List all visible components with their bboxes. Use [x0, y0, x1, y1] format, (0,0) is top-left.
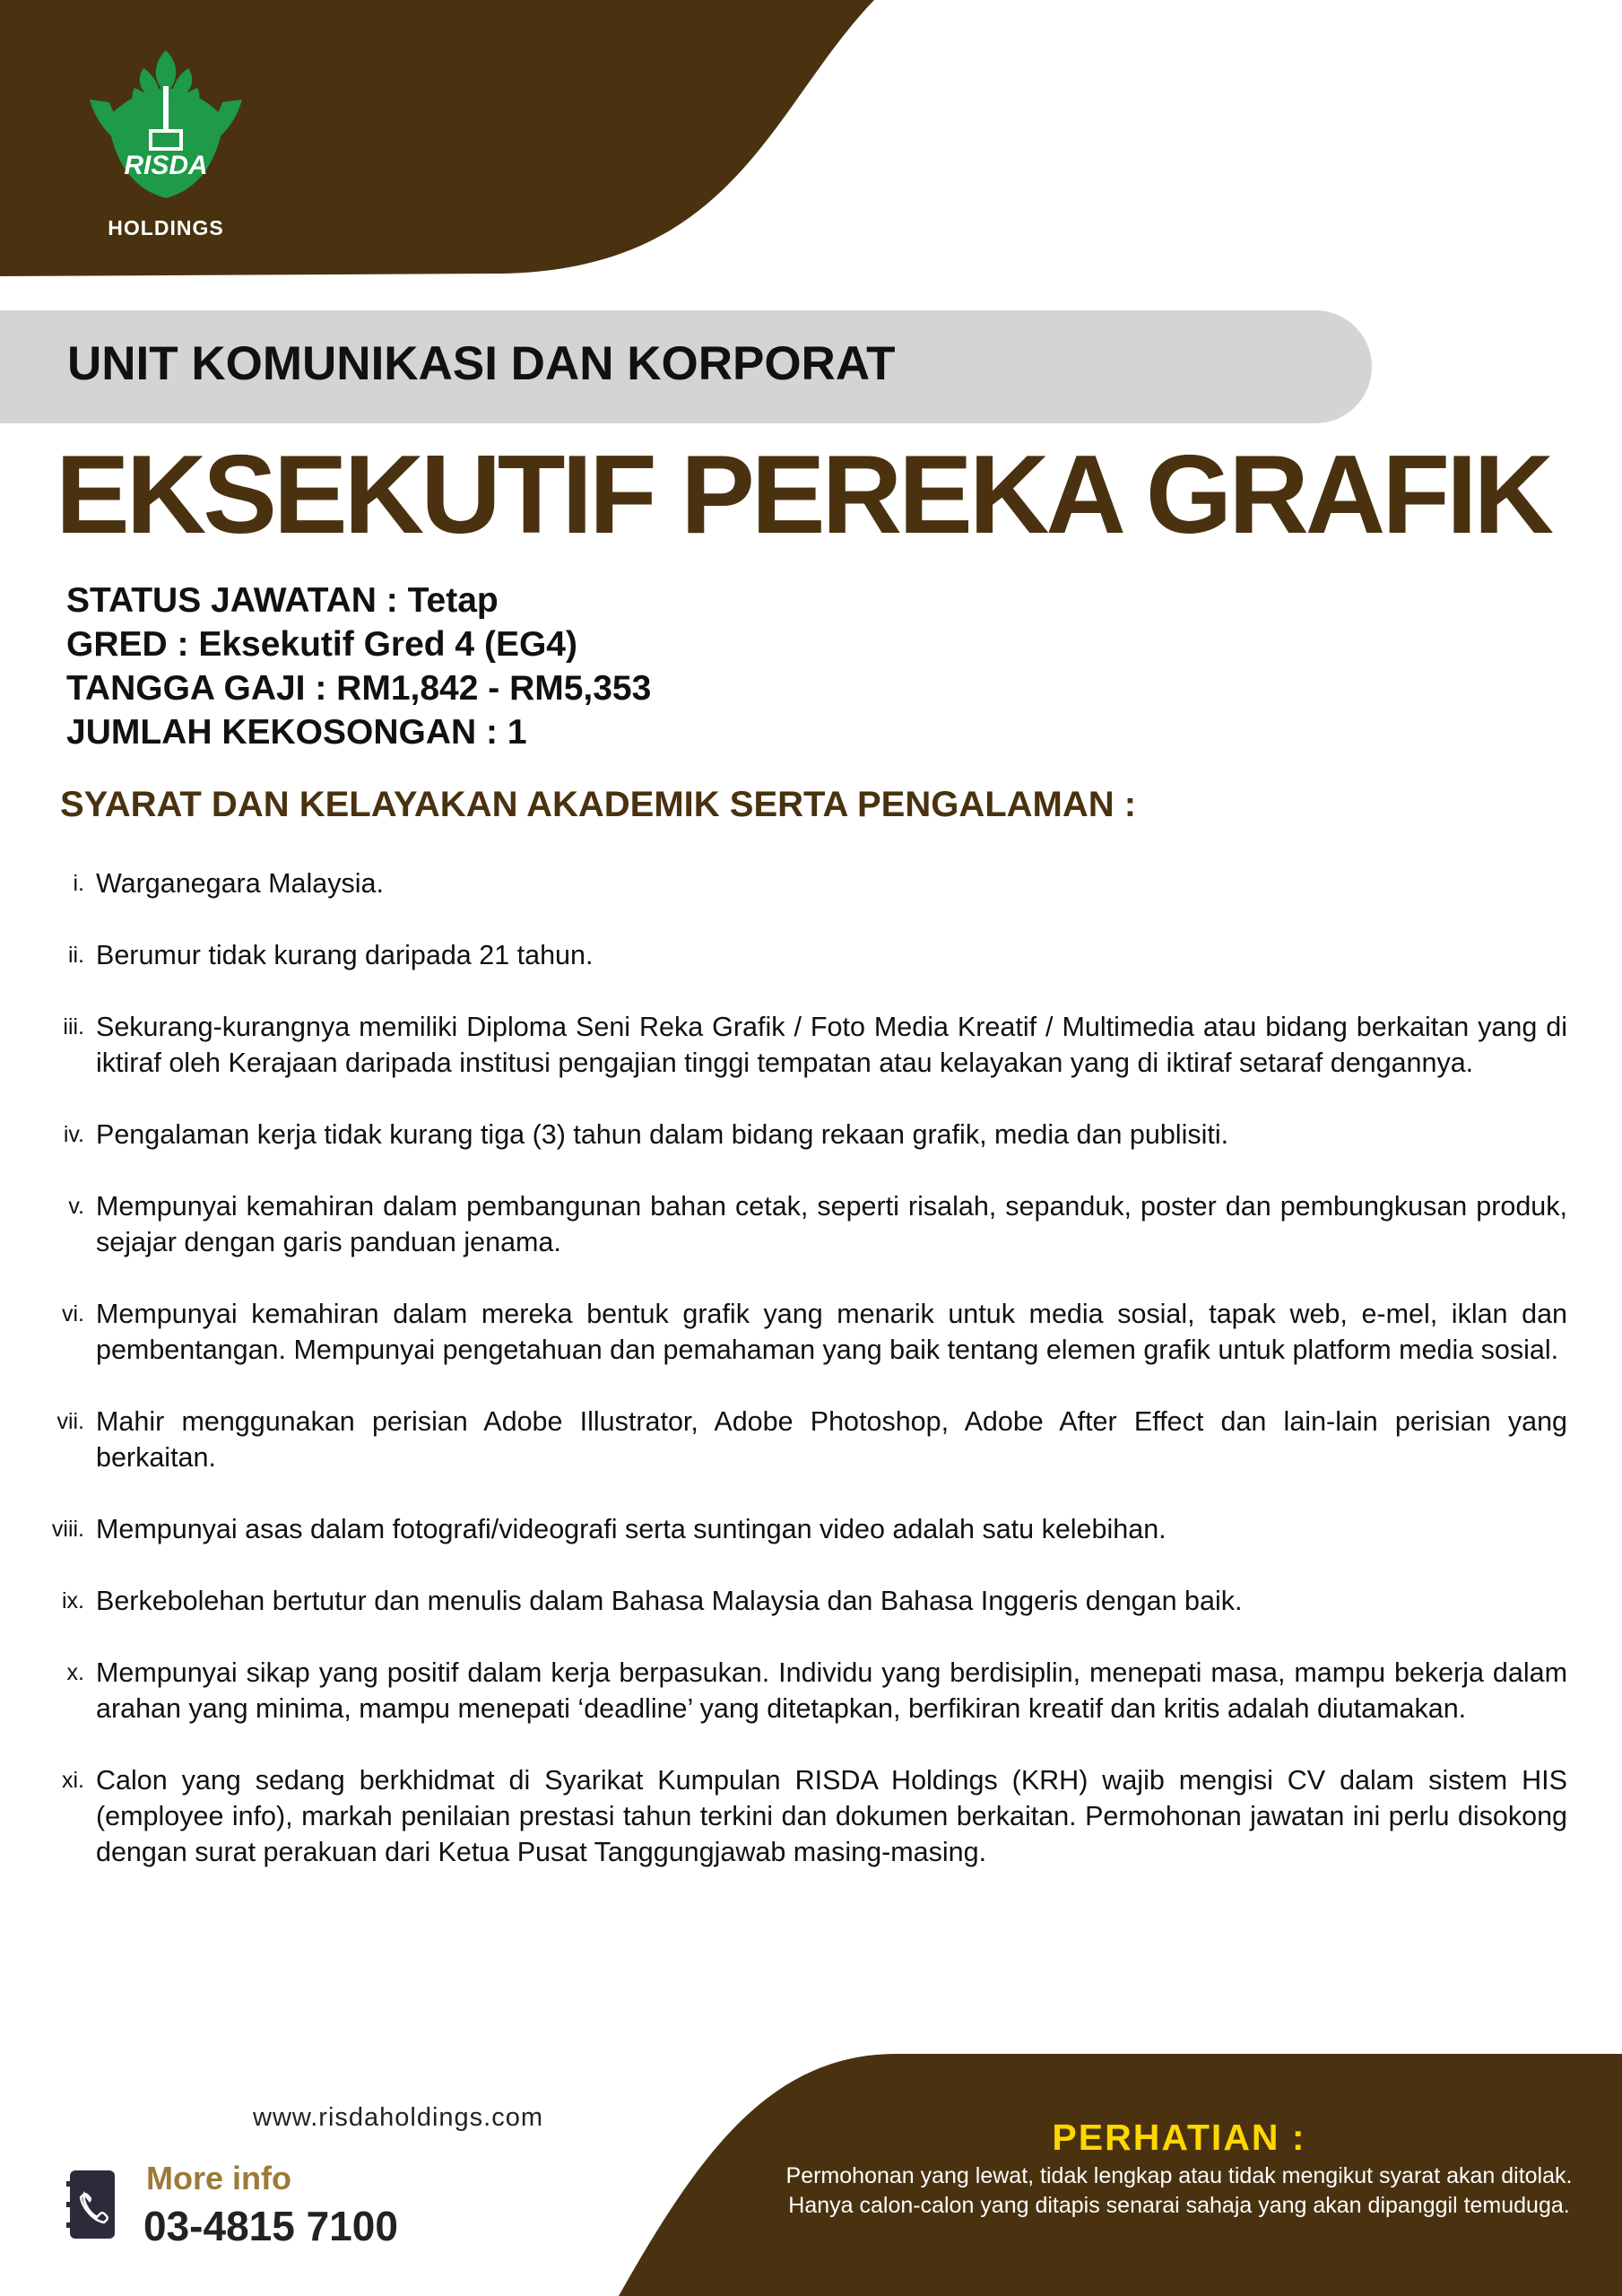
job-details — [66, 578, 651, 754]
list-item — [0, 1404, 1622, 1475]
list-item — [0, 1188, 1622, 1260]
list-item-text: Mempunyai sikap yang positif dalam kerja berpasukan. Individu yang berdisiplin, menepati masa, mampu bekerja dalam arahan yang minima, mampu menepati ‘deadline’ yang ditetapkan, berfikiran kreatif dan kritis adalah diutamakan. — [96, 1657, 1567, 1724]
list-item-text: Warganegara Malaysia. — [96, 868, 384, 899]
risda-holdings-logo — [72, 32, 260, 248]
list-item-number: iii. — [63, 1014, 84, 1039]
phone-book-icon — [65, 2169, 118, 2240]
list-item — [0, 1511, 1622, 1547]
detail-grade: GRED : Eksekutif Gred 4 (EG4) — [66, 625, 577, 664]
detail-vacancies: JUMLAH KEKOSONGAN : 1 — [66, 713, 527, 752]
list-item — [0, 1009, 1622, 1081]
list-item — [0, 1296, 1622, 1368]
risda-seal-icon — [72, 32, 260, 221]
list-item-text: Berumur tidak kurang daripada 21 tahun. — [96, 940, 594, 970]
seal-text: RISDA — [124, 151, 208, 180]
list-item — [0, 1583, 1622, 1619]
list-item-number: vii. — [56, 1409, 84, 1434]
list-item-number: xi. — [62, 1768, 84, 1793]
list-item-text: Pengalaman kerja tidak kurang tiga (3) tahun dalam bidang rekaan grafik, media dan publisiti. — [96, 1119, 1229, 1150]
list-item — [0, 1762, 1622, 1870]
logo-holdings-text: HOLDINGS — [108, 216, 224, 239]
more-info-label: More info — [146, 2160, 291, 2196]
job-title: EKSEKUTIF PEREKA GRAFIK — [56, 433, 1551, 557]
list-item-number: viii. — [51, 1517, 84, 1542]
list-item-number: iv. — [63, 1122, 84, 1147]
list-item-text: Calon yang sedang berkhidmat di Syarikat Kumpulan RISDA Holdings (KRH) wajib mengisi CV dalam sistem HIS (employee info), markah penilaian prestasi tahun terkini dan dokumen berkaitan. Permohonan jawatan ini perlu disokong dengan surat perakuan dari Ketua Pusat Tanggungjawab masing-masing. — [96, 1765, 1567, 1867]
unit-name: UNIT KOMUNIKASI DAN KORPORAT — [67, 337, 896, 390]
list-item — [0, 1117, 1622, 1152]
list-item — [0, 1655, 1622, 1726]
list-item-text: Mempunyai asas dalam fotografi/videografi serta suntingan video adalah satu kelebihan. — [96, 1514, 1167, 1544]
list-item — [0, 865, 1622, 901]
list-item-number: vi. — [62, 1301, 84, 1326]
list-item-number: v. — [68, 1194, 84, 1219]
phone-number[interactable]: 03-4815 7100 — [143, 2203, 398, 2249]
list-item-number: ix. — [62, 1588, 84, 1613]
detail-salary: TANGGA GAJI : RM1,842 - RM5,353 — [66, 669, 652, 708]
list-item-number: ii. — [67, 943, 84, 968]
list-item-text: Sekurang-kurangnya memiliki Diploma Seni Reka Grafik / Foto Media Kreatif / Multimedia atau bidang berkaitan yang di iktiraf oleh Kerajaan daripada institusi pengajian tinggi tempatan atau kelayakan yang di iktiraf setaraf dengannya. — [96, 1012, 1567, 1078]
requirements-heading: SYARAT DAN KELAYAKAN AKADEMIK SERTA PENGALAMAN : — [60, 785, 1137, 824]
list-item-text: Berkebolehan bertutur dan menulis dalam Bahasa Malaysia dan Bahasa Inggeris dengan baik. — [96, 1586, 1243, 1616]
list-item-text: Mahir menggunakan perisian Adobe Illustrator, Adobe Photoshop, Adobe After Effect dan lain-lain perisian yang berkaitan. — [96, 1406, 1567, 1473]
notice-text: Permohonan yang lewat, tidak lengkap atau tidak mengikut syarat akan ditolak. Hanya calon-calon yang ditapis senarai sahaja yang akan dipanggil temuduga. — [785, 2163, 1573, 2218]
list-item-number: i. — [73, 871, 84, 896]
list-item — [0, 937, 1622, 973]
list-item-text: Mempunyai kemahiran dalam mereka bentuk grafik yang menarik untuk media sosial, tapak web, e-mel, iklan dan pembentangan. Mempunyai pengetahuan dan pemahaman yang baik tentang elemen grafik untuk platform media sosial. — [96, 1299, 1567, 1365]
requirements-list — [0, 865, 1622, 1906]
website-link[interactable]: www.risdaholdings.com — [253, 2103, 544, 2132]
detail-status: STATUS JAWATAN : Tetap — [66, 581, 499, 620]
list-item-text: Mempunyai kemahiran dalam pembangunan bahan cetak, seperti risalah, sepanduk, poster dan pembungkusan produk, sejajar dengan garis panduan jenama. — [96, 1191, 1567, 1257]
notice-title: PERHATIAN : — [1052, 2117, 1306, 2158]
list-item-number: x. — [66, 1660, 84, 1685]
